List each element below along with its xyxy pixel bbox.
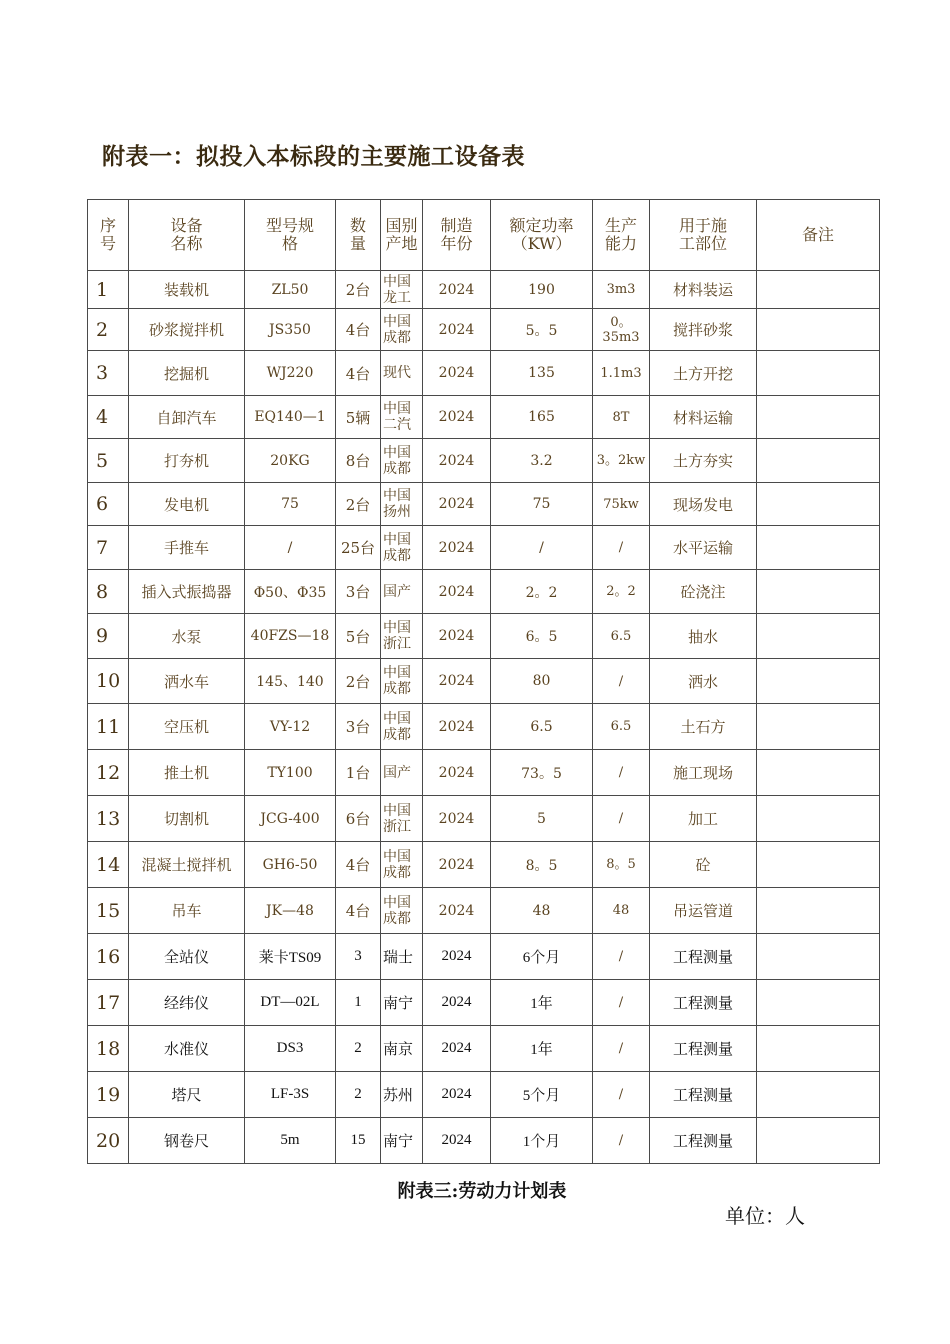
cell-remark (757, 934, 880, 980)
cell-qty: 1 (336, 980, 381, 1026)
cell-capacity: / (593, 796, 650, 842)
cell-year: 2024 (423, 483, 491, 526)
cell-name: 砂浆搅拌机 (129, 309, 245, 351)
cell-name: 装载机 (129, 271, 245, 309)
cell-origin: 南宁 (381, 1118, 423, 1164)
cell-origin: 国产 (381, 570, 423, 614)
table-row (88, 659, 880, 704)
cell-seq: 4 (88, 396, 129, 439)
cell-usage: 砼 (650, 842, 757, 888)
cell-usage: 工程测量 (650, 934, 757, 980)
cell-name: 洒水车 (129, 659, 245, 704)
cell-power: 5个月 (491, 1072, 593, 1118)
table-row (88, 351, 880, 396)
cell-origin: 南京 (381, 1026, 423, 1072)
cell-origin: 中国成都 (381, 439, 423, 483)
cell-seq: 13 (88, 796, 129, 842)
cell-seq: 19 (88, 1072, 129, 1118)
cell-qty: 25台 (336, 526, 381, 570)
cell-remark (757, 351, 880, 396)
cell-remark (757, 796, 880, 842)
cell-usage: 土石方 (650, 704, 757, 750)
cell-origin: 中国成都 (381, 309, 423, 351)
table-row (88, 750, 880, 796)
cell-origin: 中国浙江 (381, 614, 423, 659)
cell-year: 2024 (423, 659, 491, 704)
cell-qty: 6台 (336, 796, 381, 842)
cell-remark (757, 439, 880, 483)
labor-plan-title: 附表三:劳动力计划表 (397, 1181, 567, 1202)
cell-power: 48 (491, 888, 593, 934)
cell-year: 2024 (423, 309, 491, 351)
cell-name: 经纬仪 (129, 980, 245, 1026)
cell-year: 2024 (423, 396, 491, 439)
cell-remark (757, 704, 880, 750)
cell-name: 发电机 (129, 483, 245, 526)
cell-origin: 中国浙江 (381, 796, 423, 842)
cell-usage: 搅拌砂浆 (650, 309, 757, 351)
cell-capacity: 6.5 (593, 614, 650, 659)
cell-power: 80 (491, 659, 593, 704)
cell-origin: 瑞士 (381, 934, 423, 980)
cell-power: 3.2 (491, 439, 593, 483)
cell-capacity: / (593, 1072, 650, 1118)
cell-seq: 14 (88, 842, 129, 888)
cell-capacity: 75kw (593, 483, 650, 526)
cell-qty: 8台 (336, 439, 381, 483)
cell-qty: 3 (336, 934, 381, 980)
header-power: 额定功率（KW） (491, 200, 593, 271)
document-title: 附表一：拟投入本标段的主要施工设备表 (102, 143, 525, 170)
cell-usage: 工程测量 (650, 1072, 757, 1118)
cell-remark (757, 1026, 880, 1072)
cell-name: 吊车 (129, 888, 245, 934)
cell-seq: 12 (88, 750, 129, 796)
table-row (88, 888, 880, 934)
cell-qty: 2台 (336, 659, 381, 704)
cell-seq: 2 (88, 309, 129, 351)
cell-model: LF-3S (245, 1072, 336, 1118)
cell-usage: 土方开挖 (650, 351, 757, 396)
table-row (88, 526, 880, 570)
cell-seq: 15 (88, 888, 129, 934)
cell-remark (757, 1118, 880, 1164)
header-model: 型号规格 (245, 200, 336, 271)
cell-model: 莱卡TS09 (245, 934, 336, 980)
cell-seq: 3 (88, 351, 129, 396)
cell-origin: 中国二汽 (381, 396, 423, 439)
cell-usage: 材料运输 (650, 396, 757, 439)
cell-seq: 8 (88, 570, 129, 614)
cell-name: 全站仪 (129, 934, 245, 980)
cell-year: 2024 (423, 980, 491, 1026)
cell-model: TY100 (245, 750, 336, 796)
table-header-row (88, 200, 880, 271)
cell-usage: 加工 (650, 796, 757, 842)
cell-seq: 6 (88, 483, 129, 526)
cell-year: 2024 (423, 526, 491, 570)
cell-power: 5。5 (491, 309, 593, 351)
cell-model: JK—48 (245, 888, 336, 934)
cell-capacity: / (593, 526, 650, 570)
cell-origin: 中国成都 (381, 526, 423, 570)
table-row (88, 1026, 880, 1072)
cell-power: 6个月 (491, 934, 593, 980)
cell-capacity: / (593, 980, 650, 1026)
header-name: 设备名称 (129, 200, 245, 271)
cell-seq: 1 (88, 271, 129, 309)
cell-name: 推土机 (129, 750, 245, 796)
cell-origin: 国产 (381, 750, 423, 796)
cell-model: VY-12 (245, 704, 336, 750)
cell-qty: 2台 (336, 271, 381, 309)
table-row (88, 842, 880, 888)
table-row (88, 396, 880, 439)
cell-origin: 中国成都 (381, 659, 423, 704)
cell-seq: 7 (88, 526, 129, 570)
cell-origin: 中国成都 (381, 888, 423, 934)
cell-year: 2024 (423, 842, 491, 888)
cell-seq: 11 (88, 704, 129, 750)
cell-origin: 中国龙工 (381, 271, 423, 309)
cell-capacity: 1.1m3 (593, 351, 650, 396)
cell-power: 190 (491, 271, 593, 309)
cell-power: 6。5 (491, 614, 593, 659)
cell-year: 2024 (423, 704, 491, 750)
header-year: 制造年份 (423, 200, 491, 271)
cell-capacity: 3m3 (593, 271, 650, 309)
cell-seq: 20 (88, 1118, 129, 1164)
cell-seq: 10 (88, 659, 129, 704)
cell-power: 6.5 (491, 704, 593, 750)
cell-qty: 15 (336, 1118, 381, 1164)
cell-name: 水泵 (129, 614, 245, 659)
cell-year: 2024 (423, 1026, 491, 1072)
table-row (88, 309, 880, 351)
cell-qty: 4台 (336, 888, 381, 934)
cell-model: JCG-400 (245, 796, 336, 842)
cell-model: JS350 (245, 309, 336, 351)
table-row (88, 934, 880, 980)
cell-power: 5 (491, 796, 593, 842)
cell-capacity: 8。5 (593, 842, 650, 888)
cell-year: 2024 (423, 439, 491, 483)
cell-power: 73。5 (491, 750, 593, 796)
cell-year: 2024 (423, 796, 491, 842)
cell-model: Φ50、Φ35 (245, 570, 336, 614)
cell-year: 2024 (423, 570, 491, 614)
cell-remark (757, 614, 880, 659)
cell-qty: 1台 (336, 750, 381, 796)
cell-name: 自卸汽车 (129, 396, 245, 439)
cell-model: / (245, 526, 336, 570)
cell-origin: 中国成都 (381, 842, 423, 888)
cell-qty: 2台 (336, 483, 381, 526)
cell-power: 8。5 (491, 842, 593, 888)
cell-qty: 3台 (336, 704, 381, 750)
cell-capacity: / (593, 1026, 650, 1072)
cell-power: 75 (491, 483, 593, 526)
table-row (88, 704, 880, 750)
table-row (88, 796, 880, 842)
cell-model: DS3 (245, 1026, 336, 1072)
cell-usage: 吊运管道 (650, 888, 757, 934)
header-usage: 用于施工部位 (650, 200, 757, 271)
cell-capacity: 0。35m3 (593, 309, 650, 351)
cell-remark (757, 271, 880, 309)
cell-seq: 9 (88, 614, 129, 659)
cell-qty: 3台 (336, 570, 381, 614)
cell-model: 5m (245, 1118, 336, 1164)
cell-usage: 工程测量 (650, 1118, 757, 1164)
cell-usage: 材料装运 (650, 271, 757, 309)
table-row (88, 439, 880, 483)
table-row (88, 980, 880, 1026)
cell-origin: 现代 (381, 351, 423, 396)
cell-year: 2024 (423, 1072, 491, 1118)
cell-capacity: 6.5 (593, 704, 650, 750)
cell-capacity: 3。2kw (593, 439, 650, 483)
cell-remark (757, 980, 880, 1026)
cell-origin: 南宁 (381, 980, 423, 1026)
cell-model: WJ220 (245, 351, 336, 396)
cell-seq: 16 (88, 934, 129, 980)
cell-remark (757, 309, 880, 351)
cell-capacity: / (593, 934, 650, 980)
cell-name: 手推车 (129, 526, 245, 570)
table-row (88, 1072, 880, 1118)
header-origin: 国别产地 (381, 200, 423, 271)
table-row (88, 614, 880, 659)
cell-remark (757, 396, 880, 439)
cell-usage: 工程测量 (650, 1026, 757, 1072)
table-row (88, 570, 880, 614)
cell-usage: 砼浇注 (650, 570, 757, 614)
cell-power: 1年 (491, 980, 593, 1026)
cell-year: 2024 (423, 1118, 491, 1164)
cell-usage: 施工现场 (650, 750, 757, 796)
cell-seq: 17 (88, 980, 129, 1026)
cell-year: 2024 (423, 271, 491, 309)
cell-remark (757, 483, 880, 526)
cell-name: 挖掘机 (129, 351, 245, 396)
cell-year: 2024 (423, 934, 491, 980)
table-row (88, 483, 880, 526)
cell-capacity: 8T (593, 396, 650, 439)
cell-year: 2024 (423, 750, 491, 796)
cell-remark (757, 659, 880, 704)
cell-remark (757, 1072, 880, 1118)
cell-qty: 4台 (336, 351, 381, 396)
cell-capacity: 48 (593, 888, 650, 934)
cell-capacity: 2。2 (593, 570, 650, 614)
cell-name: 打夯机 (129, 439, 245, 483)
cell-remark (757, 570, 880, 614)
unit-label: 单位：人 (725, 1204, 805, 1228)
cell-power: 1年 (491, 1026, 593, 1072)
cell-power: 2。2 (491, 570, 593, 614)
cell-qty: 5台 (336, 614, 381, 659)
cell-name: 切割机 (129, 796, 245, 842)
cell-power: 1个月 (491, 1118, 593, 1164)
cell-name: 水准仪 (129, 1026, 245, 1072)
header-qty: 数量 (336, 200, 381, 271)
cell-power: 165 (491, 396, 593, 439)
equipment-table (87, 199, 880, 1164)
cell-remark (757, 526, 880, 570)
cell-name: 混凝土搅拌机 (129, 842, 245, 888)
header-seq: 序号 (88, 200, 129, 271)
cell-capacity: / (593, 750, 650, 796)
cell-usage: 洒水 (650, 659, 757, 704)
cell-model: DT—02L (245, 980, 336, 1026)
cell-origin: 中国成都 (381, 704, 423, 750)
cell-usage: 工程测量 (650, 980, 757, 1026)
cell-capacity: / (593, 659, 650, 704)
cell-seq: 5 (88, 439, 129, 483)
cell-year: 2024 (423, 351, 491, 396)
cell-year: 2024 (423, 888, 491, 934)
header-remark: 备注 (757, 200, 880, 271)
cell-power: / (491, 526, 593, 570)
cell-qty: 5辆 (336, 396, 381, 439)
cell-origin: 苏州 (381, 1072, 423, 1118)
header-capacity: 生产能力 (593, 200, 650, 271)
cell-name: 空压机 (129, 704, 245, 750)
cell-usage: 现场发电 (650, 483, 757, 526)
cell-seq: 18 (88, 1026, 129, 1072)
table-row (88, 271, 880, 309)
cell-power: 135 (491, 351, 593, 396)
cell-year: 2024 (423, 614, 491, 659)
cell-qty: 2 (336, 1072, 381, 1118)
cell-model: 20KG (245, 439, 336, 483)
cell-capacity: / (593, 1118, 650, 1164)
cell-name: 钢卷尺 (129, 1118, 245, 1164)
cell-qty: 2 (336, 1026, 381, 1072)
cell-remark (757, 888, 880, 934)
cell-usage: 抽水 (650, 614, 757, 659)
cell-model: GH6-50 (245, 842, 336, 888)
cell-remark (757, 842, 880, 888)
cell-model: ZL50 (245, 271, 336, 309)
cell-qty: 4台 (336, 842, 381, 888)
cell-model: 145、140 (245, 659, 336, 704)
cell-remark (757, 750, 880, 796)
cell-name: 塔尺 (129, 1072, 245, 1118)
cell-qty: 4台 (336, 309, 381, 351)
cell-origin: 中国扬州 (381, 483, 423, 526)
cell-model: EQ140—1 (245, 396, 336, 439)
cell-model: 75 (245, 483, 336, 526)
cell-usage: 土方夯实 (650, 439, 757, 483)
cell-usage: 水平运输 (650, 526, 757, 570)
cell-name: 插入式振捣器 (129, 570, 245, 614)
table-row (88, 1118, 880, 1164)
cell-model: 40FZS—18 (245, 614, 336, 659)
